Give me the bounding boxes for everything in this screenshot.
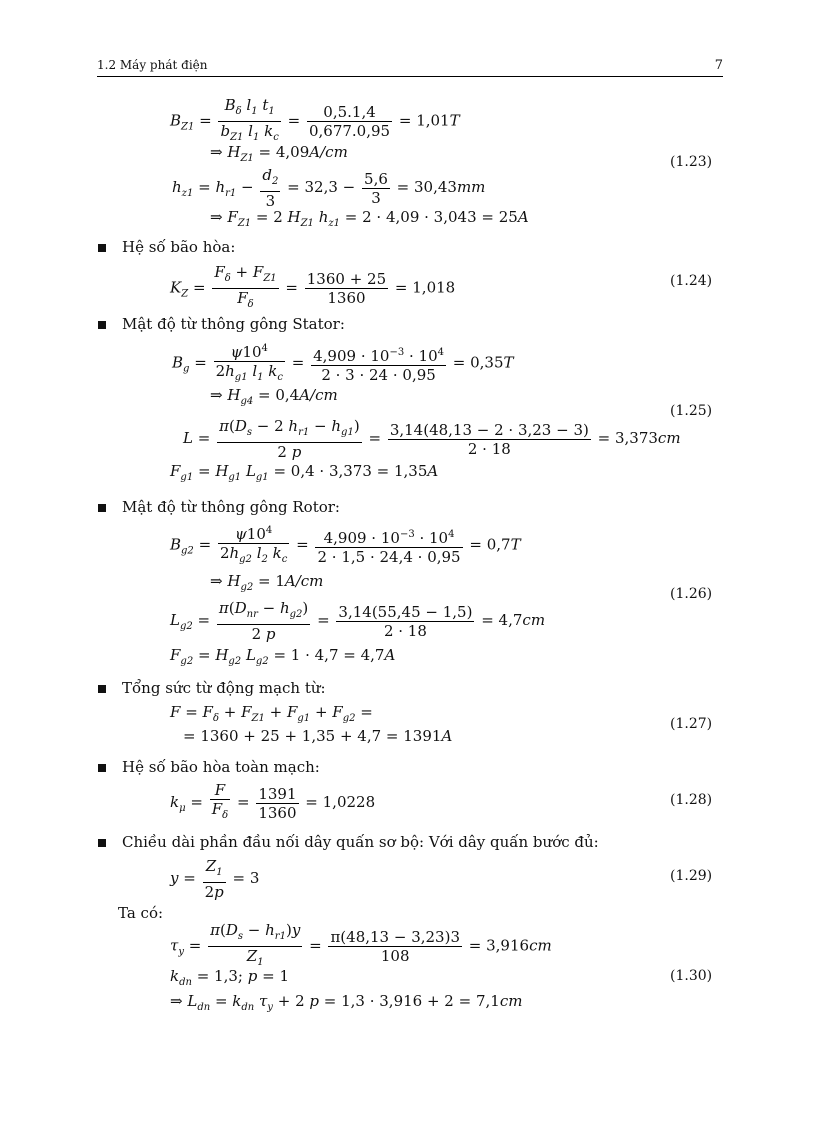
bullet-text: Mật độ từ thông gông Stator:	[122, 315, 345, 333]
equation-tau-y: $\tau_y$ = $\frac{\pi(D_s - h_{r1})y}{Z_1}$ = $\frac{\pi(48,13 - 3,23)3}{108}$ = 3,916cm	[170, 921, 552, 968]
equation-fg1: $F_{g1} = H_{g1}$ $L_{g1} = 0,4 \cdot 3,373 = 1,35A$	[170, 462, 439, 483]
equation-bg2: $B_{g2}$ = $\frac{\psi 10^4}{2h_{g2} l_2 k_c}$ = $\frac{4,909 \cdot 10^{-3} \cdot 10^4}{2 \cdot 1,5 \cdot 24,4 \cdot 0,95}$ = 0,7T	[170, 522, 521, 569]
ta-co-text: Ta có:	[118, 904, 164, 922]
bullet-icon	[98, 764, 106, 772]
equation-hz1-height: $h_{z1} = h_{r1}$ − $\frac{d_2}{3}$ = 32,3 − $\frac{5,6}{3}$ = 30,43mm	[172, 166, 486, 210]
running-header	[97, 58, 723, 76]
equation-number: (1.30)	[670, 968, 713, 984]
equation-y: y = $\frac{Z_1}{2p}$ = 3	[170, 857, 260, 901]
equation-l: L = $\frac{\pi(D_s - 2 h_{r1} - h_{g1})}{2 p}$ = $\frac{3,14(48,13 - 2 \cdot 3,23 - 3)}{2 \cdot 18}$ = 3,373cm	[183, 417, 681, 461]
bullet-text: Mật độ từ thông gông Rotor:	[122, 498, 340, 516]
equation-number: (1.28)	[670, 792, 713, 808]
equation-bz1: $B_{Z1}$ = $\frac{B_\delta l_1 t_1}{b_{Z1} l_1 k_c}$ = $\frac{0,5.1,4}{0,677.0,95}$ = 1,01T	[170, 96, 460, 143]
equation-f-value: = 1360 + 25 + 1,35 + 4,7 = 1391A	[183, 727, 453, 745]
equation-kmu: $k_\mu$ = $\frac{F}{F_\delta}$ = $\frac{1391}{1360}$ = 1,0228	[170, 781, 376, 822]
page-number: 7	[714, 58, 723, 73]
equation-number: (1.27)	[670, 716, 713, 732]
bullet-icon	[98, 839, 106, 847]
equation-ldn: ⇒ $L_{dn} = k_{dn}$ $\tau_y + 2$ p = 1,3 · 3,916 + 2 = 7,1cm	[170, 992, 523, 1013]
bullet-text: Tổng sức từ động mạch từ:	[122, 679, 326, 697]
equation-number: (1.23)	[670, 154, 713, 170]
equation-hg4: ⇒ $H_{g4} = 0,4A/cm$	[210, 386, 338, 407]
bullet-text: Hệ số bão hòa:	[122, 238, 236, 256]
equation-hg2: ⇒ $H_{g2} = 1A/cm$	[210, 572, 324, 593]
bullet-text: Chiều dài phần đầu nối dây quấn sơ bộ: Với dây quấn bước đủ:	[122, 833, 599, 851]
equation-fg2: $F_{g2} = H_{g2}$ $L_{g2} = 1 \cdot 4,7 = 4,7A$	[170, 646, 396, 667]
equation-lg2: $L_{g2}$ = $\frac{\pi(D_{nr} - h_{g2})}{2 p}$ = $\frac{3,14(55,45 - 1,5)}{2 \cdot 18}$ = 4,7cm	[170, 599, 546, 643]
equation-hz1: ⇒ $H_{Z1} = 4,09A/cm$	[210, 143, 348, 164]
equation-f-total: $F = F_\delta + F_{Z1} + F_{g1} + F_{g2}$ =	[170, 703, 373, 724]
bullet-text: Hệ số bão hòa toàn mạch:	[122, 758, 320, 776]
equation-kz: $K_Z$ = $\frac{F_\delta + F_{Z1}}{F_\delta}$ = $\frac{1360 + 25}{1360}$ = 1,018	[170, 263, 456, 310]
equation-fz1: ⇒ $F_{Z1} = 2$ $H_{Z1}$ $h_{z1} = 2 \cdot 4,09 \cdot 3,043 = 25A$	[210, 208, 529, 229]
equation-number: (1.26)	[670, 586, 713, 602]
equation-number: (1.25)	[670, 403, 713, 419]
section-title: 1.2 Máy phát điện	[97, 58, 208, 72]
equation-kdn: $k_{dn} = 1,3$; p = 1	[170, 967, 289, 988]
bullet-icon	[98, 685, 106, 693]
bullet-icon	[98, 504, 106, 512]
equation-bg: $B_g$ = $\frac{\psi 10^4}{2h_{g1} l_1 k_c}$ = $\frac{4,909 \cdot 10^{-3} \cdot 10^4}{2 \cdot 3 \cdot 24 \cdot 0,95}$ = 0,35T	[172, 340, 514, 387]
bullet-icon	[98, 244, 106, 252]
bullet-icon	[98, 321, 106, 329]
equation-number: (1.29)	[670, 868, 713, 884]
equation-number: (1.24)	[670, 273, 713, 289]
header-rule	[97, 76, 723, 77]
